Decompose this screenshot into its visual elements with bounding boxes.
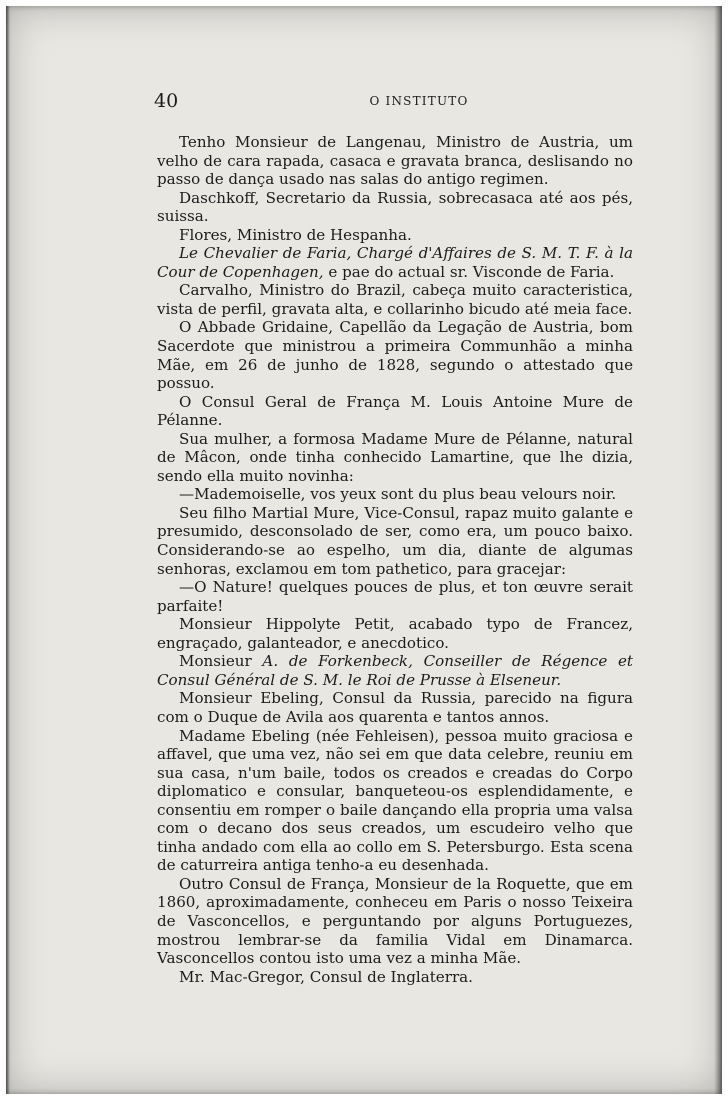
paragraph-roquette: Outro Consul de França, Monsieur de la Roquette, que em 1860, aproximadamente, conheceu em Paris o nosso Teixeira de Vasconcellos, e perguntando por alguns Portuguezes, mostrou lembrar-se da familia Vidal em Dinamarca. Vasconcellos contou isto uma vez a minha Mãe. — [157, 874, 633, 968]
paragraph-madame-ebeling: Madame Ebeling (née Fehleisen), pessoa muito graciosa e affavel, que uma vez, não sei em que data celebre, reuniu em sua casa, n'um baile, todos os creados e creadas do Corpo diplomatico e consular, banqueteou-os esplendidamente, e consentiu em romper o baile dançando ella propria uma valsa com o decano dos seus creados, um escudeiro velho que tinha andado com ella ao collo em S. Petersburgo. Esta scena de caturreira antiga tenho-a eu desenhada. — [157, 726, 633, 875]
page-number: 40 — [154, 90, 179, 112]
paragraph-carvalho: Carvalho, Ministro do Brazil, cabeça muito caracteristica, vista de perfil, gravata alta, e collarinho bicudo até meia face. — [157, 281, 633, 318]
book-page — [6, 6, 722, 1094]
paragraph-flores: Flores, Ministro de Hespanha. — [179, 225, 412, 244]
paragraph-forkenbeck — [157, 652, 633, 689]
paragraph-gridaine: O Abbade Gridaine, Capellão da Legação de Austria, bom Sacerdote que ministrou a primeira Communhão a minha Mãe, em 26 de junho de 1828, segundo o attestado que possuo. — [157, 318, 633, 393]
paragraph-ebeling: Monsieur Ebeling, Consul da Russia, parecido na figura com o Duque de Avila aos quarenta e tantos annos. — [157, 689, 633, 726]
forkenbeck-title: A. de Forkenbeck, Conseiller de Régence et Consul Général de S. M. le Roi de Prusse à Elseneur. — [157, 652, 633, 689]
running-head: O INSTITUTO — [369, 94, 469, 108]
paragraph-madame-mure: Sua mulher, a formosa Madame Mure de Pélanne, natural de Mâcon, onde tinha conhecido Lamartine, que lhe dizia, sendo ella muito novinha: — [157, 429, 633, 485]
faria-title: Le Chevalier de Faria, Chargé d'Affaires de S. M. T. F. à la Cour de Copenhagen, — [157, 244, 633, 281]
page-body — [157, 133, 633, 986]
page-header — [154, 90, 638, 118]
forkenbeck-lead: Monsieur — [179, 652, 263, 671]
paragraph-hippolyte-petit: Monsieur Hippolyte Petit, acabado typo de Francez, engraçado, galanteador, e anecdotico. — [157, 615, 633, 652]
paragraph-langenau: Tenho Monsieur de Langenau, Ministro de Austria, um velho de cara rapada, casaca e gravata branca, deslisando no passo de dança usado nas salas do antigo regimen. — [157, 133, 633, 189]
paragraph-quote-velours: —Mademoiselle, vos yeux sont du plus beau velours noir. — [179, 485, 617, 504]
paragraph-consul-geral: O Consul Geral de França M. Louis Antoine Mure de Pélanne. — [157, 392, 633, 430]
paragraph-martial-mure: Seu filho Martial Mure, Vice-Consul, rapaz muito galante e presumido, desconsolado de ser, como era, um pouco baixo. Considerando-se ao espelho, um dia, diante de algumas senhoras, exclamou em tom pathetico, para gracejar: — [157, 503, 633, 578]
paragraph-faria — [157, 244, 633, 281]
paragraph-mac-gregor: Mr. Mac-Gregor, Consul de Inglaterra. — [179, 967, 473, 986]
faria-rest: e pae do actual sr. Visconde de Faria. — [323, 262, 615, 281]
paragraph-quote-nature: —O Nature! quelques pouces de plus, et ton œuvre serait parfaite! — [157, 578, 633, 615]
paragraph-daschkoff: Daschkoff, Secretario da Russia, sobrecasaca até aos pés, suissa. — [157, 188, 633, 226]
